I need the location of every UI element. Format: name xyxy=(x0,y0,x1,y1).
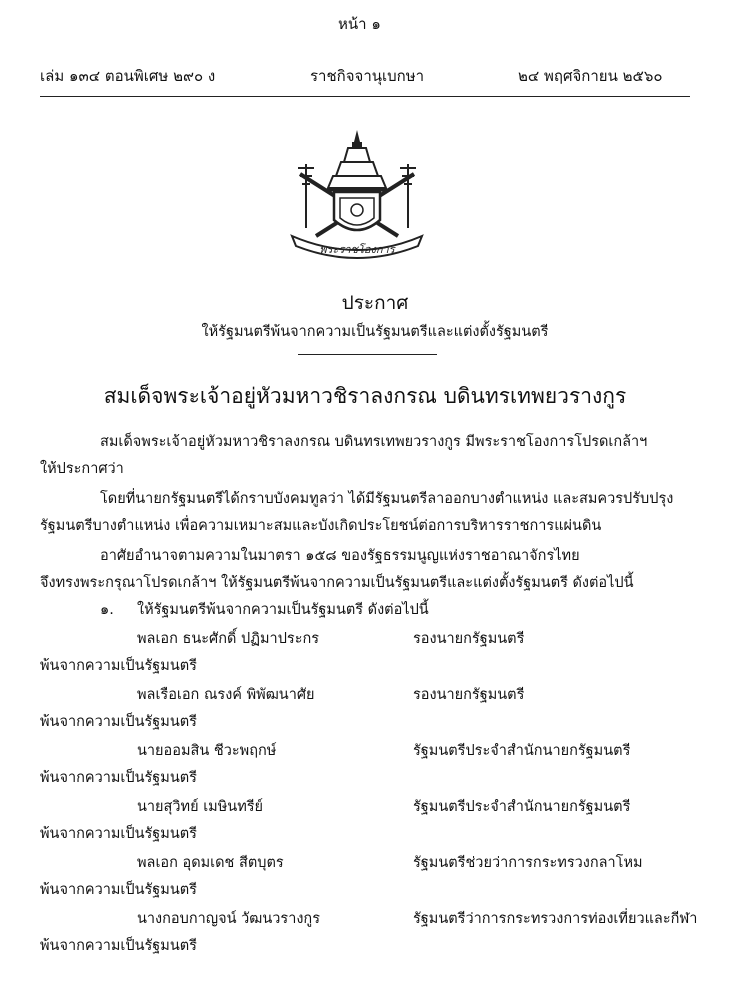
item-number: ๑. xyxy=(100,602,114,618)
paragraph-1-line-1: สมเด็จพระเจ้าอยู่หัวมหาวชิราลงกรณ บดินทรเทพยวรางกูร มีพระราชโองการโปรดเกล้าฯ xyxy=(100,434,648,450)
paragraph-1-line-2: ให้ประกาศว่า xyxy=(40,461,124,477)
title-divider xyxy=(298,354,437,355)
minister-status: พ้นจากความเป็นรัฐมนตรี xyxy=(40,826,197,842)
svg-text:พระราชโองการ: พระราชโองการ xyxy=(319,243,395,256)
minister-name: พลเอก อุดมเดช สีตบุตร xyxy=(137,855,284,871)
announcement-title: ประกาศ xyxy=(341,292,409,314)
gazette-date: ๒๔ พฤศจิกายน ๒๕๖๐ xyxy=(518,67,663,85)
minister-status: พ้นจากความเป็นรัฐมนตรี xyxy=(40,938,197,954)
king-title: สมเด็จพระเจ้าอยู่หัวมหาวชิราลงกรณ บดินทรเทพยวรางกูร xyxy=(103,384,627,408)
item-text: ให้รัฐมนตรีพ้นจากความเป็นรัฐมนตรี ดังต่อไปนี้ xyxy=(137,602,429,618)
paragraph-2-line-1: โดยที่นายกรัฐมนตรีได้กราบบังคมทูลว่า ได้มีรัฐมนตรีลาออกบางตำแหน่ง และสมควรปรับปรุง xyxy=(100,491,674,507)
announcement-subtitle: ให้รัฐมนตรีพ้นจากความเป็นรัฐมนตรีและแต่งตั้งรัฐมนตรี xyxy=(201,324,549,340)
header-divider xyxy=(40,96,690,97)
minister-status: พ้นจากความเป็นรัฐมนตรี xyxy=(40,658,197,674)
minister-name: พลเรือเอก ณรงค์ พิพัฒนาศัย xyxy=(137,687,315,703)
minister-name: พลเอก ธนะศักดิ์ ปฏิมาประกร xyxy=(137,631,320,647)
minister-status: พ้นจากความเป็นรัฐมนตรี xyxy=(40,770,197,786)
paragraph-2-line-2: รัฐมนตรีบางตำแหน่ง เพื่อความเหมาะสมและบังเกิดประโยชน์ต่อการบริหารราชการแผ่นดิน xyxy=(40,518,602,534)
paragraph-3-line-2: จึงทรงพระกรุณาโปรดเกล้าฯ ให้รัฐมนตรีพ้นจากความเป็นรัฐมนตรีและแต่งตั้งรัฐมนตรี ดังต่อไปนี้ xyxy=(40,575,634,591)
minister-name: นายสุวิทย์ เมษินทรีย์ xyxy=(137,799,264,815)
royal-emblem-icon xyxy=(278,128,436,260)
minister-position: รองนายกรัฐมนตรี xyxy=(413,631,525,647)
minister-name: นางกอบกาญจน์ วัฒนวรางกูร xyxy=(137,911,320,927)
page-number: หน้า ๑ xyxy=(338,15,381,33)
minister-status: พ้นจากความเป็นรัฐมนตรี xyxy=(40,714,197,730)
minister-position: รัฐมนตรีว่าการกระทรวงการท่องเที่ยวและกีฬา xyxy=(413,911,698,927)
paragraph-3-line-1: อาศัยอำนาจตามความในมาตรา ๑๕๘ ของรัฐธรรมนูญแห่งราชอาณาจักรไทย xyxy=(100,548,580,564)
minister-status: พ้นจากความเป็นรัฐมนตรี xyxy=(40,882,197,898)
gazette-volume: เล่ม ๑๓๔ ตอนพิเศษ ๒๙๐ ง xyxy=(40,67,216,85)
minister-position: รัฐมนตรีประจำสำนักนายกรัฐมนตรี xyxy=(413,799,631,815)
gazette-name: ราชกิจจานุเบกษา xyxy=(310,67,425,85)
minister-name: นายออมสิน ชีวะพฤกษ์ xyxy=(137,743,277,759)
minister-position: รองนายกรัฐมนตรี xyxy=(413,687,525,703)
minister-position: รัฐมนตรีประจำสำนักนายกรัฐมนตรี xyxy=(413,743,631,759)
minister-position: รัฐมนตรีช่วยว่าการกระทรวงกลาโหม xyxy=(413,855,643,871)
